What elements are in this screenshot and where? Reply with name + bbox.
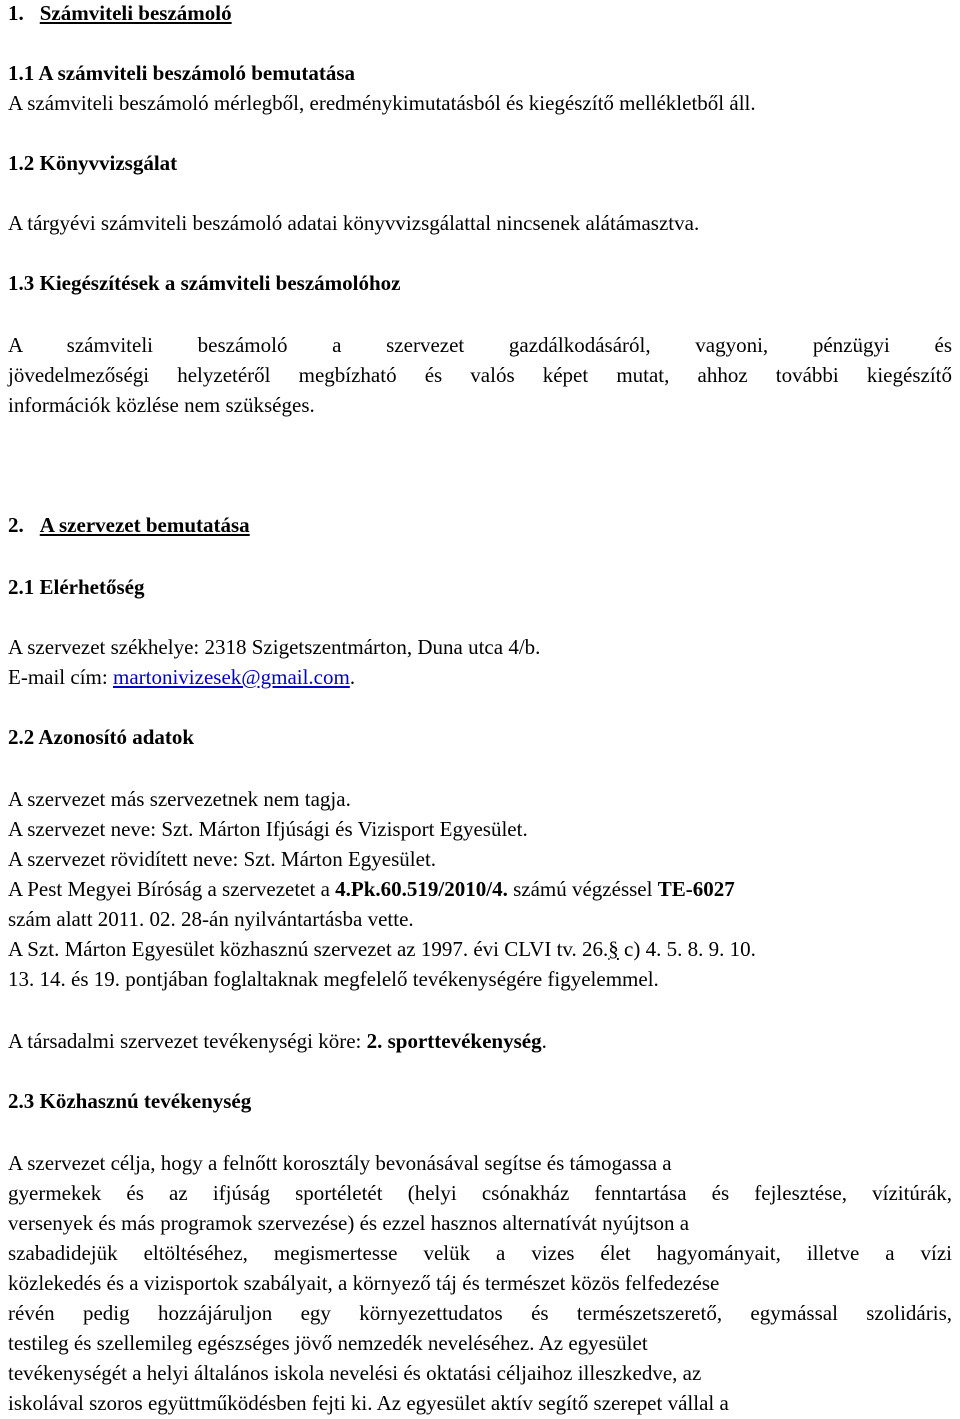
id-line-short-name: A szervezet rövidített neve: Szt. Márton Egyesület. <box>8 847 437 871</box>
id-line-membership: A szervezet más szervezetnek nem tagja. <box>8 787 351 811</box>
paragraph-line: információk közlése nem szükséges. <box>8 393 315 417</box>
public-benefit-points: c) 4. 5. 8. 9. 10. <box>618 937 756 961</box>
section-1-3-paragraph <box>8 330 952 420</box>
id-line-court <box>8 874 952 904</box>
paragraph-line: jövedelmezőségi helyzetéről megbízható és valós képet mutat, ahhoz további kiegészítő <box>8 363 952 387</box>
email-link[interactable]: martonivizesek@gmail.com <box>112 665 350 689</box>
section-1-1-heading: 1.1 A számviteli beszámoló bemutatása <box>8 61 356 85</box>
id-line-name: A szervezet neve: Szt. Márton Ifjúsági és Vizisport Egyesület. <box>8 817 528 841</box>
section-2-3-paragraph <box>8 1148 952 1418</box>
section-1-title-text: Számviteli beszámoló <box>39 1 232 25</box>
id-line-registration-date: szám alatt 2011. 02. 28-án nyilvántartásba vette. <box>8 907 414 931</box>
section-1-3-heading: 1.3 Kiegészítések a számviteli beszámolóhoz <box>8 271 401 295</box>
section-1-2-heading: 1.2 Könyvvizsgálat <box>8 151 178 175</box>
paragraph-line: gyermekek és az ifjúság sportéletét (helyi csónakház fenntartása és fejlesztése, vízitúrák, <box>8 1181 952 1205</box>
paragraph-line: révén pedig hozzájáruljon egy környezettudatos és természetszerető, egymással szolidáris, <box>8 1301 952 1325</box>
email-label: E-mail cím: <box>8 665 113 689</box>
paragraph-line: szabadidejük eltöltéséhez, megismertesse velük a vizes élet hagyományait, illetve a vízi <box>8 1241 952 1265</box>
section-2-2-heading: 2.2 Azonosító adatok <box>8 725 195 749</box>
activity-period: . <box>541 1029 547 1053</box>
id-line-public-benefit <box>8 934 952 964</box>
section-sign: § <box>608 937 619 961</box>
section-1-1-text: A számviteli beszámoló mérlegből, eredménykimutatásból és kiegészítő mellékletből áll. <box>8 91 756 115</box>
id-line-points: 13. 14. és 19. pontjában foglaltaknak megfelelő tevékenységére figyelemmel. <box>8 967 659 991</box>
court-text-2: számú végzéssel <box>507 877 658 901</box>
section-1-title <box>8 0 952 28</box>
activity-value: 2. sporttevékenység <box>366 1029 542 1053</box>
registration-number: TE-6027 <box>657 877 735 901</box>
paragraph-line: iskolával szoros együttműködésben fejti ki. Az egyesület aktív segítő szerepet vállal a <box>8 1391 729 1415</box>
section-1-number: 1. <box>8 1 24 25</box>
paragraph-line: testileg és szellemileg egészséges jövő nemzedék neveléséhez. Az egyesület <box>8 1331 648 1355</box>
section-2-3-heading: 2.3 Közhasznú tevékenység <box>8 1089 252 1113</box>
section-1-2-text: A tárgyévi számviteli beszámoló adatai könyvvizsgálattal nincsenek alátámasztva. <box>8 211 700 235</box>
court-text: A Pest Megyei Bíróság a szervezetet a <box>8 877 336 901</box>
section-2-number: 2. <box>8 513 24 537</box>
paragraph-line: közlekedés és a vizisportok szabályait, a környező táj és természet közös felfedezése <box>8 1271 720 1295</box>
section-2-title <box>8 510 952 540</box>
activity-line <box>8 1026 952 1056</box>
paragraph-line: versenyek és más programok szervezése) és ezzel hasznos alternatívát nyújtson a <box>8 1211 690 1235</box>
email-period: . <box>349 665 356 689</box>
activity-label: A társadalmi szervezet tevékenységi köre: <box>8 1029 367 1053</box>
seat-address: A szervezet székhelye: 2318 Szigetszentmárton, Duna utca 4/b. <box>8 635 541 659</box>
paragraph-line: A számviteli beszámoló a szervezet gazdálkodásáról, vagyoni, pénzügyi és <box>8 333 952 357</box>
section-2-1-heading: 2.1 Elérhetőség <box>8 575 145 599</box>
section-2-title-text: A szervezet bemutatása <box>39 513 250 537</box>
paragraph-line: A szervezet célja, hogy a felnőtt korosztály bevonásával segítse és támogassa a <box>8 1151 672 1175</box>
identification-lines <box>8 784 952 994</box>
paragraph-line: tevékenységét a helyi általános iskola nevelési és oktatási céljaihoz illeszkedve, az <box>8 1361 702 1385</box>
public-benefit-text: A Szt. Márton Egyesület közhasznú szervezet az 1997. évi CLVI tv. 26. <box>8 937 609 961</box>
case-number: 4.Pk.60.519/2010/4. <box>335 877 508 901</box>
email-line <box>8 662 952 692</box>
